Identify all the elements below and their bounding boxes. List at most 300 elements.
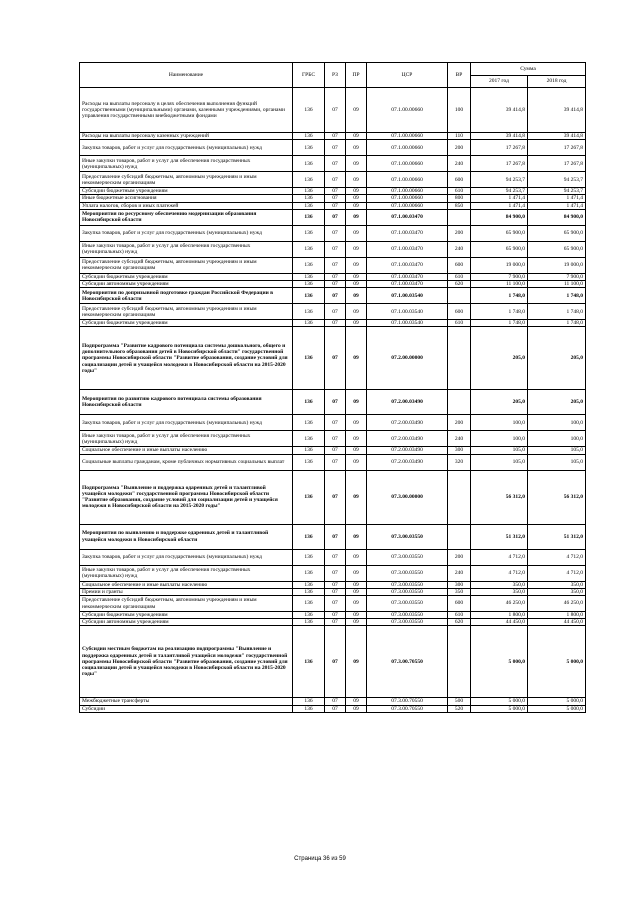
cell-rz: 07	[325, 202, 346, 209]
cell-sum-2017: 84 900,0	[471, 209, 528, 225]
cell-pr: 09	[346, 588, 367, 595]
table-header	[80, 63, 586, 88]
cell-sum-2017: 350,0	[471, 588, 528, 595]
cell-name: Мероприятия по допризывной подготовке граждан Российской Федерации в Новосибирской области	[80, 288, 293, 304]
cell-sum-2018: 17 267,8	[528, 156, 586, 172]
cell-sum-2018: 100,0	[528, 431, 586, 447]
header-vr: ВР	[448, 63, 471, 88]
cell-csr: 07.1.00.00660	[367, 133, 448, 140]
header-year-2017: 2017 год	[471, 76, 528, 88]
cell-pr: 09	[346, 596, 367, 612]
cell-rz: 07	[325, 390, 346, 415]
cell-grbs: 136	[293, 470, 325, 524]
cell-csr: 07.2.00.03490	[367, 447, 448, 454]
cell-vr: 200	[448, 225, 471, 241]
cell-rz: 07	[325, 565, 346, 581]
cell-sum-2017: 1 471,4	[471, 202, 528, 209]
cell-csr: 07.1.00.03470	[367, 281, 448, 288]
cell-grbs: 136	[293, 588, 325, 595]
cell-sum-2018: 39 414,8	[528, 133, 586, 140]
cell-vr: 240	[448, 241, 471, 257]
cell-sum-2017: 56 312,0	[471, 470, 528, 524]
cell-csr: 07.1.00.00660	[367, 172, 448, 188]
cell-sum-2018: 105,0	[528, 454, 586, 470]
cell-name: Мероприятия по развитию кадрового потенциала системы образования Новосибирской области	[80, 390, 293, 415]
cell-sum-2018: 205,0	[528, 327, 586, 390]
cell-sum-2017: 65 900,0	[471, 225, 528, 241]
cell-csr: 07.1.00.03470	[367, 241, 448, 257]
cell-csr: 07.3.00.00000	[367, 470, 448, 524]
cell-csr: 07.1.00.03470	[367, 273, 448, 280]
cell-vr: 500	[448, 698, 471, 705]
cell-name: Субсидии	[80, 705, 293, 712]
table-row	[80, 470, 586, 524]
cell-sum-2017: 19 000,0	[471, 257, 528, 273]
cell-pr: 09	[346, 241, 367, 257]
cell-grbs: 136	[293, 133, 325, 140]
cell-pr: 09	[346, 705, 367, 712]
cell-pr: 09	[346, 549, 367, 565]
cell-rz: 07	[325, 588, 346, 595]
cell-pr: 09	[346, 140, 367, 156]
table-row	[80, 195, 586, 202]
cell-vr: 620	[448, 619, 471, 626]
cell-sum-2017: 51 312,0	[471, 524, 528, 549]
cell-csr: 07.3.00.03550	[367, 588, 448, 595]
table-row	[80, 524, 586, 549]
cell-pr: 09	[346, 133, 367, 140]
budget-document	[79, 62, 585, 713]
cell-rz: 07	[325, 612, 346, 619]
cell-grbs: 136	[293, 524, 325, 549]
table-row	[80, 705, 586, 712]
cell-name: Мероприятия по выявлению и поддержке одаренных детей и талантливой учащейся молодежи в Новосибирской области	[80, 524, 293, 549]
cell-csr: 07.3.00.70550	[367, 698, 448, 705]
page-footer: Страница 36 из 59	[294, 856, 346, 862]
cell-sum-2017: 39 414,8	[471, 88, 528, 133]
cell-grbs: 136	[293, 320, 325, 327]
cell-sum-2018: 5 000,0	[528, 626, 586, 698]
cell-name: Иные закупки товаров, работ и услуг для обеспечения государственных (муниципальных) нужд	[80, 565, 293, 581]
cell-csr: 07.3.00.03550	[367, 612, 448, 619]
cell-rz: 07	[325, 431, 346, 447]
cell-sum-2018: 19 000,0	[528, 257, 586, 273]
cell-name: Расходы на выплаты персоналу казенных учреждений	[80, 133, 293, 140]
cell-grbs: 136	[293, 431, 325, 447]
cell-rz: 07	[325, 626, 346, 698]
cell-rz: 07	[325, 288, 346, 304]
cell-vr: 300	[448, 447, 471, 454]
cell-sum-2018: 84 900,0	[528, 209, 586, 225]
cell-grbs: 136	[293, 619, 325, 626]
cell-pr: 09	[346, 470, 367, 524]
cell-sum-2017: 94 253,7	[471, 188, 528, 195]
cell-name: Иные бюджетные ассигнования	[80, 195, 293, 202]
table-row	[80, 626, 586, 698]
cell-sum-2018: 56 312,0	[528, 470, 586, 524]
cell-name: Закупка товаров, работ и услуг для государственных (муниципальных) нужд	[80, 549, 293, 565]
table-row	[80, 133, 586, 140]
cell-sum-2018: 46 250,0	[528, 596, 586, 612]
cell-vr: 100	[448, 88, 471, 133]
cell-vr: 240	[448, 156, 471, 172]
cell-rz: 07	[325, 304, 346, 320]
cell-grbs: 136	[293, 225, 325, 241]
table-row	[80, 619, 586, 626]
cell-sum-2017: 65 900,0	[471, 241, 528, 257]
cell-csr: 07.1.00.03470	[367, 257, 448, 273]
cell-sum-2017: 205,0	[471, 327, 528, 390]
cell-name: Социальные выплаты гражданам, кроме публичных нормативных социальных выплат	[80, 454, 293, 470]
cell-sum-2018: 17 267,8	[528, 140, 586, 156]
cell-name: Субсидии бюджетным учреждениям	[80, 273, 293, 280]
cell-sum-2017: 94 253,7	[471, 172, 528, 188]
cell-sum-2017: 1 471,4	[471, 195, 528, 202]
cell-csr: 07.3.00.70550	[367, 626, 448, 698]
cell-vr	[448, 524, 471, 549]
cell-grbs: 136	[293, 209, 325, 225]
cell-pr: 09	[346, 454, 367, 470]
cell-grbs: 136	[293, 415, 325, 431]
table-row	[80, 327, 586, 390]
table-row	[80, 172, 586, 188]
cell-rz: 07	[325, 241, 346, 257]
cell-sum-2018: 100,0	[528, 415, 586, 431]
cell-pr: 09	[346, 390, 367, 415]
cell-grbs: 136	[293, 195, 325, 202]
cell-grbs: 136	[293, 390, 325, 415]
cell-rz: 07	[325, 698, 346, 705]
cell-grbs: 136	[293, 188, 325, 195]
cell-sum-2018: 11 100,0	[528, 281, 586, 288]
cell-name: Уплата налогов, сборов и иных платежей	[80, 202, 293, 209]
cell-csr: 07.3.00.03550	[367, 524, 448, 549]
cell-pr: 09	[346, 188, 367, 195]
cell-rz: 07	[325, 156, 346, 172]
cell-grbs: 136	[293, 612, 325, 619]
cell-sum-2017: 4 712,0	[471, 549, 528, 565]
cell-rz: 07	[325, 133, 346, 140]
cell-grbs: 136	[293, 273, 325, 280]
cell-sum-2017: 100,0	[471, 415, 528, 431]
table-row	[80, 257, 586, 273]
cell-grbs: 136	[293, 581, 325, 588]
cell-sum-2017: 100,0	[471, 431, 528, 447]
cell-pr: 09	[346, 156, 367, 172]
cell-sum-2018: 4 712,0	[528, 565, 586, 581]
cell-sum-2018: 1 748,0	[528, 304, 586, 320]
cell-name: Предоставление субсидий бюджетным, автономным учреждениям и иным некоммерческим организациям	[80, 172, 293, 188]
cell-sum-2018: 51 312,0	[528, 524, 586, 549]
cell-name: Иные закупки товаров, работ и услуг для обеспечения государственных (муниципальных) нужд	[80, 431, 293, 447]
cell-sum-2017: 205,0	[471, 390, 528, 415]
cell-csr: 07.1.00.03540	[367, 304, 448, 320]
budget-table	[79, 62, 586, 713]
cell-vr: 610	[448, 273, 471, 280]
cell-csr: 07.3.00.03550	[367, 619, 448, 626]
cell-sum-2018: 350,0	[528, 581, 586, 588]
cell-name: Субсидии автономным учреждениям	[80, 281, 293, 288]
cell-name: Подпрограмма "Развитие кадрового потенциала системы дошкольного, общего и дополнительного образования детей в Новосибирской области" государственной программы Новосибирской области "Развитие образования, создание условий для социализации детей и учащейся молодежи в Новосибирской области на 2015-2020 годы"	[80, 327, 293, 390]
cell-vr: 520	[448, 705, 471, 712]
header-pr: ПР	[346, 63, 367, 88]
cell-vr: 240	[448, 565, 471, 581]
cell-sum-2018: 4 712,0	[528, 549, 586, 565]
cell-grbs: 136	[293, 327, 325, 390]
cell-sum-2017: 350,0	[471, 581, 528, 588]
cell-name: Закупка товаров, работ и услуг для государственных (муниципальных) нужд	[80, 140, 293, 156]
cell-sum-2018: 65 900,0	[528, 241, 586, 257]
cell-rz: 07	[325, 188, 346, 195]
cell-pr: 09	[346, 88, 367, 133]
cell-pr: 09	[346, 327, 367, 390]
cell-pr: 09	[346, 415, 367, 431]
cell-rz: 07	[325, 415, 346, 431]
cell-vr	[448, 390, 471, 415]
cell-csr: 07.1.00.00660	[367, 188, 448, 195]
table-row	[80, 390, 586, 415]
table-row	[80, 565, 586, 581]
cell-csr: 07.1.00.03470	[367, 209, 448, 225]
cell-rz: 07	[325, 524, 346, 549]
cell-rz: 07	[325, 447, 346, 454]
cell-grbs: 136	[293, 257, 325, 273]
cell-vr: 600	[448, 596, 471, 612]
cell-vr	[448, 470, 471, 524]
table-row	[80, 596, 586, 612]
cell-grbs: 136	[293, 549, 325, 565]
cell-rz: 07	[325, 209, 346, 225]
cell-vr: 800	[448, 195, 471, 202]
cell-vr	[448, 626, 471, 698]
cell-vr: 600	[448, 257, 471, 273]
cell-name: Иные закупки товаров, работ и услуг для обеспечения государственных (муниципальных) нужд	[80, 241, 293, 257]
cell-pr: 09	[346, 626, 367, 698]
cell-name: Социальное обеспечение и иные выплаты населению	[80, 581, 293, 588]
table-row	[80, 281, 586, 288]
cell-grbs: 136	[293, 626, 325, 698]
cell-csr: 07.1.00.00660	[367, 156, 448, 172]
cell-sum-2018: 205,0	[528, 390, 586, 415]
cell-pr: 09	[346, 172, 367, 188]
cell-sum-2017: 39 414,8	[471, 133, 528, 140]
table-row	[80, 209, 586, 225]
cell-vr: 320	[448, 454, 471, 470]
cell-csr: 07.3.00.70550	[367, 705, 448, 712]
cell-sum-2018: 1 748,0	[528, 320, 586, 327]
cell-csr: 07.2.00.03490	[367, 415, 448, 431]
cell-name: Субсидии местным бюджетам на реализацию подпрограммы "Выявление и поддержка одаренных детей и талантливой учащейся молодежи" государственной программы Новосибирской области "Развитие образования, создание условий для социализации детей и учащейся молодежи в Новосибирской области на 2015-2020 годы"	[80, 626, 293, 698]
cell-sum-2017: 1 748,0	[471, 320, 528, 327]
cell-rz: 07	[325, 281, 346, 288]
cell-vr: 200	[448, 549, 471, 565]
cell-grbs: 136	[293, 202, 325, 209]
cell-csr: 07.3.00.03550	[367, 596, 448, 612]
table-row	[80, 549, 586, 565]
cell-sum-2017: 105,0	[471, 454, 528, 470]
cell-rz: 07	[325, 320, 346, 327]
cell-grbs: 136	[293, 88, 325, 133]
table-row	[80, 698, 586, 705]
cell-sum-2018: 1 800,0	[528, 612, 586, 619]
cell-name: Закупка товаров, работ и услуг для государственных (муниципальных) нужд	[80, 415, 293, 431]
cell-pr: 09	[346, 202, 367, 209]
cell-csr: 07.3.00.03550	[367, 581, 448, 588]
cell-csr: 07.1.00.00660	[367, 88, 448, 133]
cell-rz: 07	[325, 327, 346, 390]
cell-pr: 09	[346, 225, 367, 241]
cell-pr: 09	[346, 431, 367, 447]
cell-sum-2018: 1 471,4	[528, 195, 586, 202]
cell-grbs: 136	[293, 565, 325, 581]
cell-pr: 09	[346, 209, 367, 225]
cell-csr: 07.2.00.03490	[367, 454, 448, 470]
cell-csr: 07.2.00.00000	[367, 327, 448, 390]
cell-sum-2017: 4 712,0	[471, 565, 528, 581]
cell-rz: 07	[325, 88, 346, 133]
cell-sum-2017: 7 900,0	[471, 273, 528, 280]
cell-name: Премии и гранты	[80, 588, 293, 595]
header-year-2018: 2018 год	[528, 76, 586, 88]
cell-csr: 07.1.00.03540	[367, 288, 448, 304]
cell-pr: 09	[346, 281, 367, 288]
cell-rz: 07	[325, 140, 346, 156]
cell-name: Межбюджетные трансферты	[80, 698, 293, 705]
cell-grbs: 136	[293, 596, 325, 612]
cell-csr: 07.1.00.00660	[367, 202, 448, 209]
cell-csr: 07.1.00.03540	[367, 320, 448, 327]
cell-vr: 350	[448, 588, 471, 595]
table-row	[80, 447, 586, 454]
cell-vr: 610	[448, 188, 471, 195]
cell-vr: 110	[448, 133, 471, 140]
cell-sum-2018: 1 471,4	[528, 202, 586, 209]
cell-grbs: 136	[293, 304, 325, 320]
cell-pr: 09	[346, 698, 367, 705]
cell-csr: 07.3.00.03550	[367, 565, 448, 581]
cell-csr: 07.1.00.00660	[367, 195, 448, 202]
cell-grbs: 136	[293, 241, 325, 257]
table-row	[80, 225, 586, 241]
cell-rz: 07	[325, 596, 346, 612]
table-row	[80, 431, 586, 447]
cell-pr: 09	[346, 612, 367, 619]
cell-sum-2018: 65 900,0	[528, 225, 586, 241]
cell-vr: 300	[448, 581, 471, 588]
cell-rz: 07	[325, 470, 346, 524]
cell-pr: 09	[346, 524, 367, 549]
cell-name: Закупка товаров, работ и услуг для государственных (муниципальных) нужд	[80, 225, 293, 241]
table-row	[80, 304, 586, 320]
cell-grbs: 136	[293, 705, 325, 712]
table-row	[80, 140, 586, 156]
cell-vr: 610	[448, 612, 471, 619]
cell-sum-2017: 5 000,0	[471, 698, 528, 705]
cell-vr	[448, 288, 471, 304]
cell-rz: 07	[325, 195, 346, 202]
cell-rz: 07	[325, 619, 346, 626]
table-row	[80, 273, 586, 280]
header-sum: Сумма	[471, 63, 586, 76]
cell-name: Мероприятия по ресурсному обеспечению модернизации образования Новосибирской области	[80, 209, 293, 225]
cell-sum-2018: 94 253,7	[528, 172, 586, 188]
table-row	[80, 156, 586, 172]
cell-vr: 200	[448, 415, 471, 431]
cell-sum-2017: 44 450,0	[471, 619, 528, 626]
cell-name: Расходы на выплаты персоналу в целях обеспечения выполнения функций государственными (муниципальными) органами, казенными учреждениями, органами управления государственными внебюджетными фондами	[80, 88, 293, 133]
table-row	[80, 202, 586, 209]
cell-name: Предоставление субсидий бюджетным, автономным учреждениям и иным некоммерческим организациям	[80, 257, 293, 273]
cell-name: Субсидии бюджетным учреждениям	[80, 320, 293, 327]
cell-grbs: 136	[293, 698, 325, 705]
header-csr: ЦСР	[367, 63, 448, 88]
cell-vr	[448, 209, 471, 225]
cell-rz: 07	[325, 705, 346, 712]
cell-sum-2018: 1 748,0	[528, 288, 586, 304]
cell-sum-2017: 5 000,0	[471, 626, 528, 698]
cell-sum-2018: 7 900,0	[528, 273, 586, 280]
cell-vr: 240	[448, 431, 471, 447]
cell-sum-2018: 94 253,7	[528, 188, 586, 195]
cell-grbs: 136	[293, 447, 325, 454]
cell-sum-2017: 105,0	[471, 447, 528, 454]
cell-sum-2017: 1 748,0	[471, 304, 528, 320]
cell-pr: 09	[346, 257, 367, 273]
cell-grbs: 136	[293, 140, 325, 156]
cell-csr: 07.2.00.03490	[367, 390, 448, 415]
cell-sum-2018: 350,0	[528, 588, 586, 595]
cell-grbs: 136	[293, 156, 325, 172]
table-row	[80, 581, 586, 588]
cell-rz: 07	[325, 273, 346, 280]
table-row	[80, 188, 586, 195]
cell-vr: 620	[448, 281, 471, 288]
cell-sum-2017: 17 267,8	[471, 156, 528, 172]
header-grbs: ГРБС	[293, 63, 325, 88]
cell-sum-2018: 5 000,0	[528, 705, 586, 712]
cell-name: Субсидии бюджетным учреждениям	[80, 188, 293, 195]
cell-sum-2018: 44 450,0	[528, 619, 586, 626]
table-body	[80, 88, 586, 713]
cell-rz: 07	[325, 225, 346, 241]
cell-pr: 09	[346, 304, 367, 320]
cell-pr: 09	[346, 619, 367, 626]
cell-pr: 09	[346, 273, 367, 280]
header-name: Наименование	[80, 63, 293, 88]
cell-vr: 850	[448, 202, 471, 209]
cell-grbs: 136	[293, 454, 325, 470]
cell-rz: 07	[325, 454, 346, 470]
cell-vr	[448, 327, 471, 390]
cell-name: Подпрограмма "Выявление и поддержка одаренных детей и талантливой учащейся молодежи" государственной программы Новосибирской области "Развитие образования, создание условий для социализации детей и учащейся молодежи в Новосибирской области на 2015-2020 годы"	[80, 470, 293, 524]
cell-name: Социальное обеспечение и иные выплаты населению	[80, 447, 293, 454]
cell-name: Предоставление субсидий бюджетным, автономным учреждениям и иным некоммерческим организациям	[80, 596, 293, 612]
cell-rz: 07	[325, 257, 346, 273]
cell-rz: 07	[325, 549, 346, 565]
header-rz: РЗ	[325, 63, 346, 88]
cell-sum-2018: 5 000,0	[528, 698, 586, 705]
cell-sum-2018: 105,0	[528, 447, 586, 454]
cell-pr: 09	[346, 447, 367, 454]
cell-name: Предоставление субсидий бюджетным, автономным учреждениям и иным некоммерческим организациям	[80, 304, 293, 320]
cell-csr: 07.3.00.03550	[367, 549, 448, 565]
table-row	[80, 88, 586, 133]
table-row	[80, 454, 586, 470]
cell-pr: 09	[346, 320, 367, 327]
cell-pr: 09	[346, 195, 367, 202]
cell-pr: 09	[346, 288, 367, 304]
cell-sum-2018: 39 414,8	[528, 88, 586, 133]
